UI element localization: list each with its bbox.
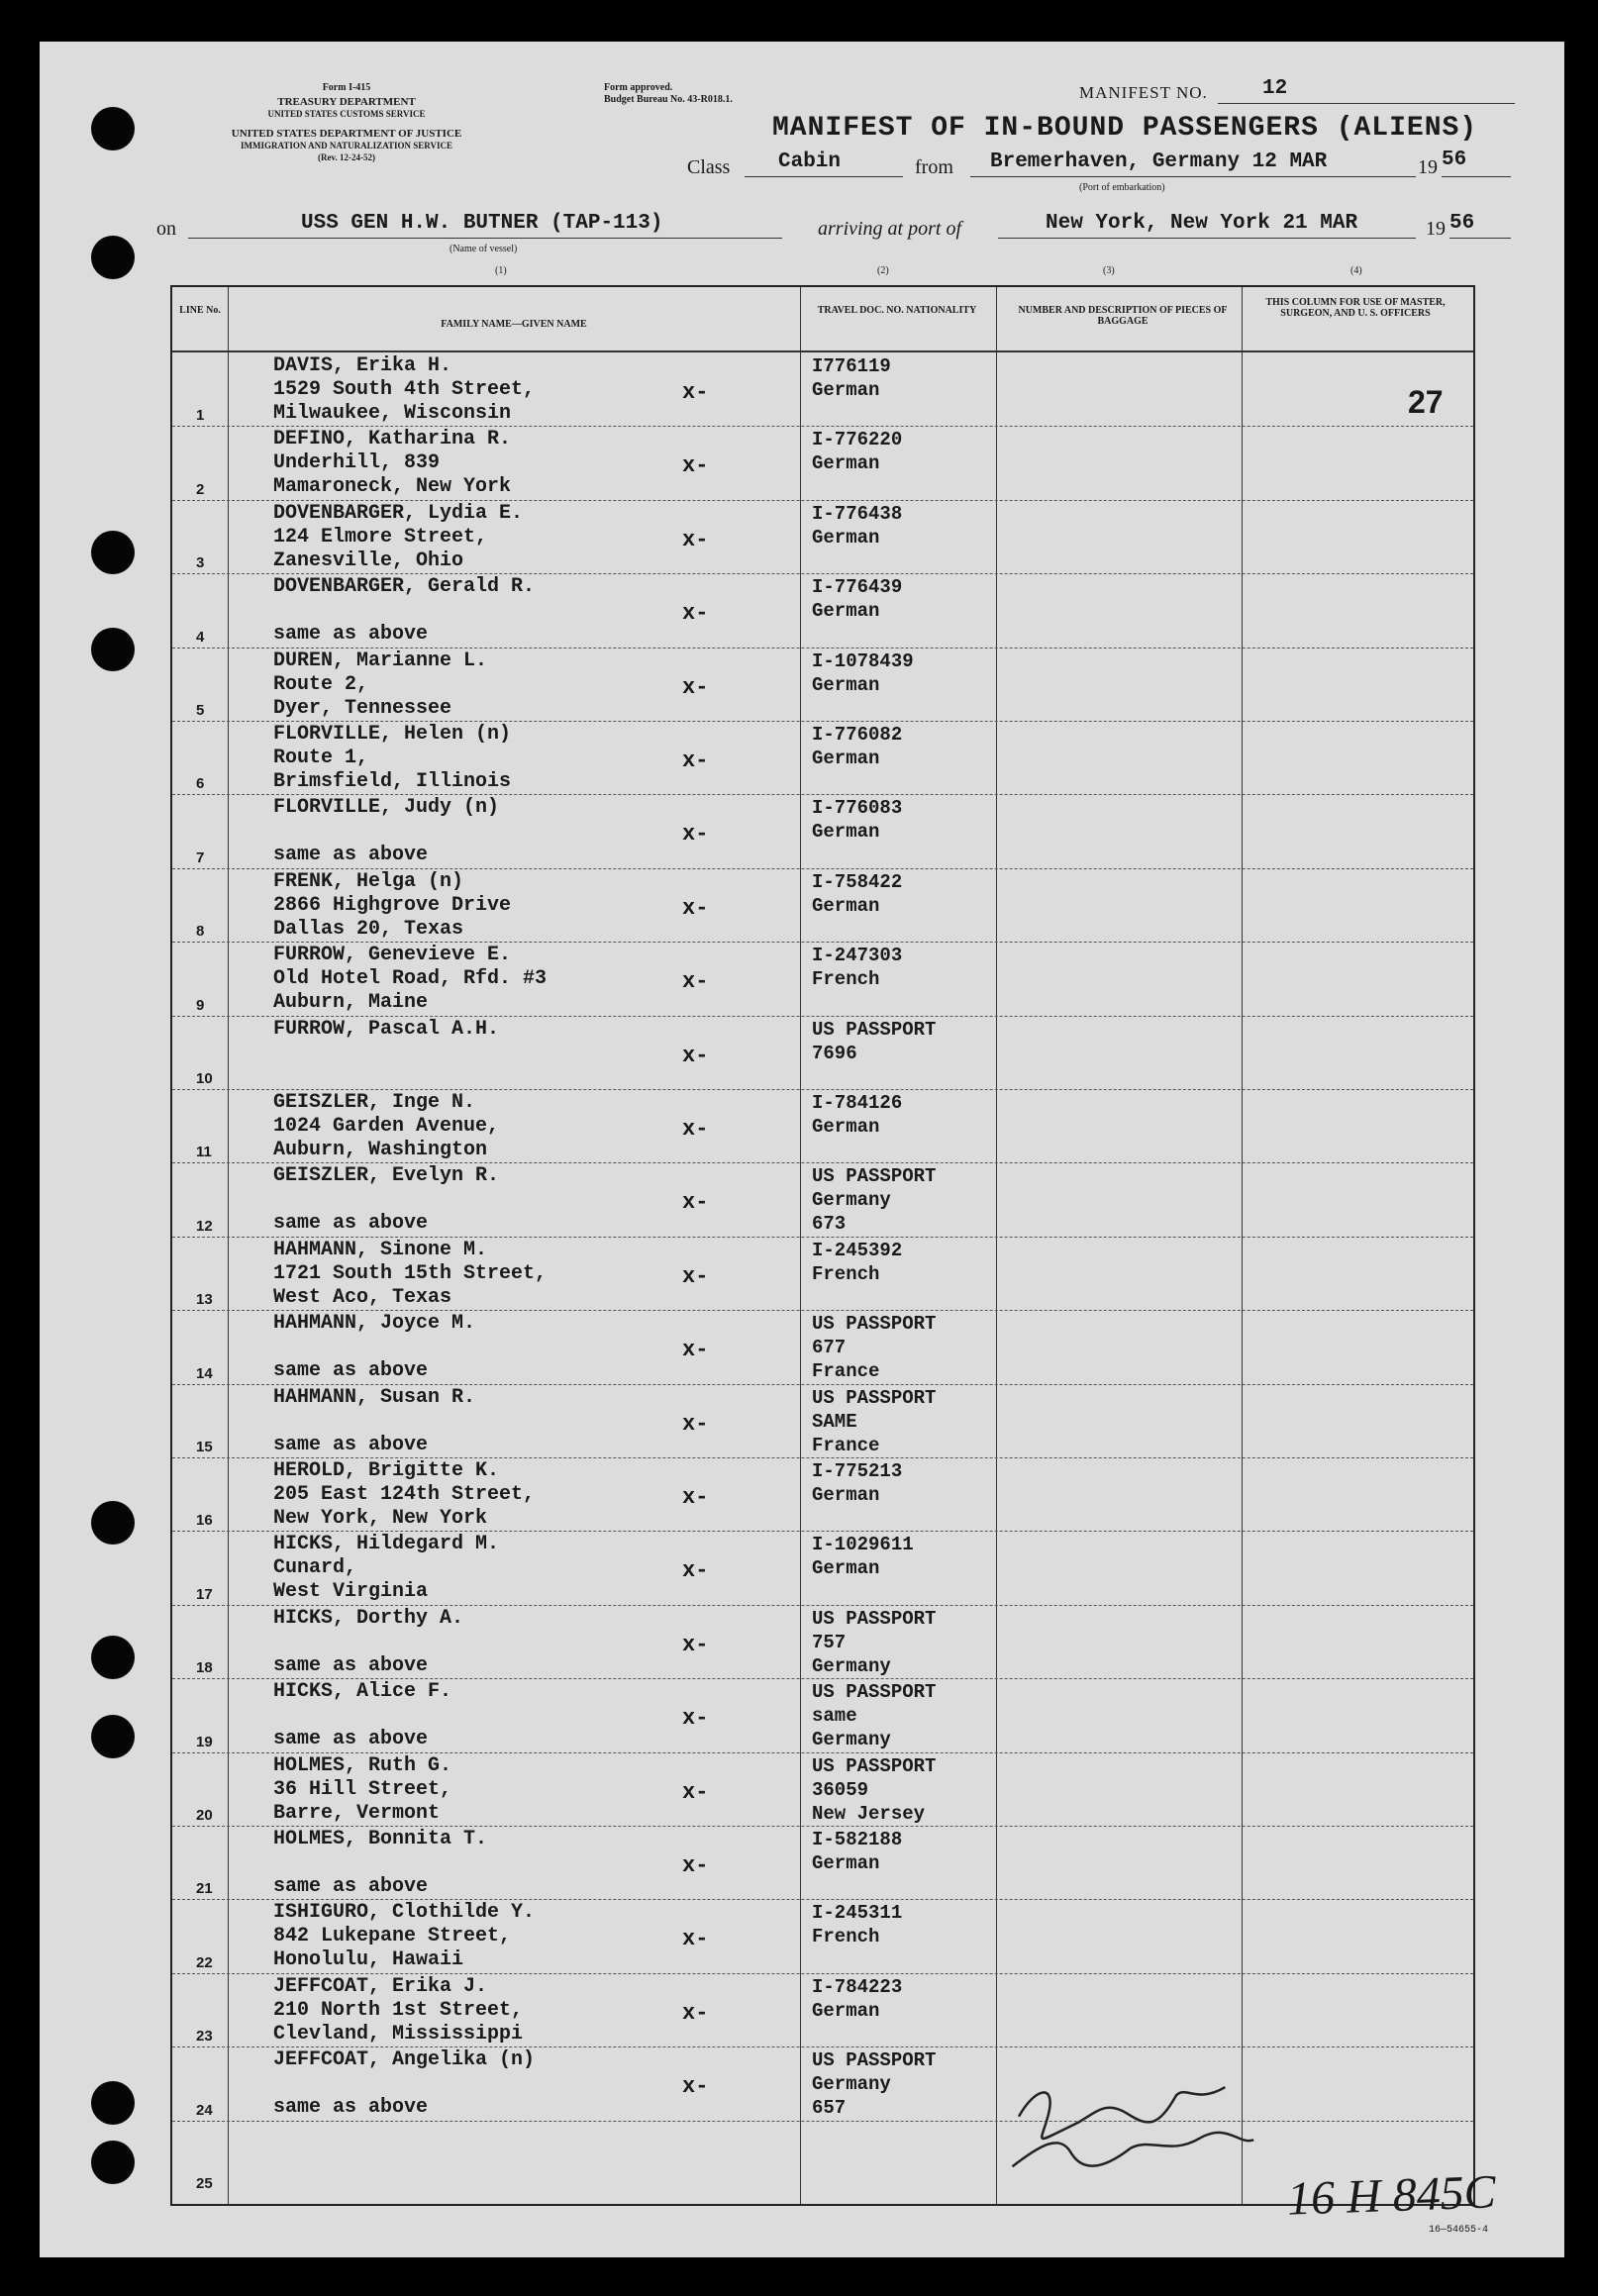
passenger-address: 36 Hill Street, bbox=[273, 1777, 452, 1801]
punch-hole bbox=[91, 1636, 135, 1679]
table-row bbox=[172, 1531, 1473, 1605]
travel-doc-detail: 757 bbox=[812, 1631, 847, 1653]
arriving-label: arriving at port of bbox=[818, 218, 962, 240]
travel-doc-detail: German bbox=[812, 894, 880, 917]
passenger-address: Barre, Vermont bbox=[273, 1801, 441, 1825]
travel-doc-detail: Germany bbox=[812, 1729, 891, 1751]
on-label: on bbox=[156, 218, 176, 240]
passenger-name: FURROW, Genevieve E. bbox=[273, 944, 512, 967]
justice-dept: UNITED STATES DEPARTMENT OF JUSTICE bbox=[231, 128, 462, 140]
line-number: 14 bbox=[196, 1364, 213, 1382]
form-revision: (Rev. 12-24-52) bbox=[318, 152, 375, 162]
check-mark: x- bbox=[682, 1411, 709, 1437]
passenger-name: FURROW, Pascal A.H. bbox=[273, 1017, 500, 1041]
punch-hole bbox=[91, 1715, 135, 1758]
passenger-name: FLORVILLE, Judy (n) bbox=[273, 796, 500, 820]
line-number: 25 bbox=[196, 2174, 213, 2192]
from-label: from bbox=[915, 156, 953, 178]
travel-doc-number: I-776082 bbox=[812, 724, 903, 746]
form-approved: Form approved. bbox=[604, 82, 673, 93]
line-number: 5 bbox=[196, 701, 205, 719]
col-header-line: LINE No. bbox=[179, 305, 221, 316]
customs-service: UNITED STATES CUSTOMS SERVICE bbox=[267, 109, 426, 119]
check-mark: x- bbox=[682, 1706, 709, 1732]
travel-doc-number: US PASSPORT bbox=[812, 1018, 937, 1041]
travel-doc-detail: 36059 bbox=[812, 1778, 869, 1801]
line-number: 16 bbox=[196, 1512, 213, 1530]
check-mark: x- bbox=[682, 1927, 709, 1952]
travel-doc-number: I-245311 bbox=[812, 1902, 903, 1925]
travel-doc-detail: France bbox=[812, 1360, 880, 1383]
line-number: 20 bbox=[196, 1806, 213, 1824]
passenger-address: same as above bbox=[273, 1359, 429, 1383]
passenger-name: GEISZLER, Inge N. bbox=[273, 1091, 476, 1114]
check-mark: x- bbox=[682, 2074, 709, 2100]
passenger-address: same as above bbox=[273, 1875, 429, 1898]
travel-doc-number: US PASSPORT bbox=[812, 1681, 937, 1704]
check-mark: x- bbox=[682, 969, 709, 995]
passenger-name: DEFINO, Katharina R. bbox=[273, 428, 512, 451]
passenger-name: JEFFCOAT, Angelika (n) bbox=[273, 2048, 536, 2072]
line-number: 10 bbox=[196, 1069, 213, 1087]
passenger-address: 124 Elmore Street, bbox=[273, 525, 488, 549]
line-number: 23 bbox=[196, 2028, 213, 2046]
punch-hole bbox=[91, 2141, 135, 2184]
passenger-name: HAHMANN, Susan R. bbox=[273, 1385, 476, 1409]
col-num-3: (3) bbox=[1103, 265, 1115, 276]
from-year-underline bbox=[1442, 176, 1511, 177]
table-row bbox=[172, 500, 1473, 574]
budget-bureau: Budget Bureau No. 43-R018.1. bbox=[604, 94, 733, 105]
passenger-address: same as above bbox=[273, 623, 429, 647]
col-header-name: FAMILY NAME—GIVEN NAME bbox=[441, 319, 587, 330]
line-number: 4 bbox=[196, 628, 205, 646]
table-row bbox=[172, 1826, 1473, 1900]
passenger-address: New York, New York bbox=[273, 1507, 488, 1530]
passenger-address: 1529 South 4th Street, bbox=[273, 378, 536, 401]
travel-doc-detail: German bbox=[812, 821, 880, 844]
travel-doc-detail: 677 bbox=[812, 1337, 847, 1359]
vessel-caption: (Name of vessel) bbox=[449, 244, 518, 254]
travel-doc-number: I-775213 bbox=[812, 1460, 903, 1482]
travel-doc-detail: German bbox=[812, 1999, 880, 2022]
passenger-address: 1721 South 15th Street, bbox=[273, 1261, 548, 1285]
travel-doc-detail: Germany bbox=[812, 2073, 891, 2096]
line-number: 7 bbox=[196, 849, 205, 866]
line-number: 18 bbox=[196, 1659, 213, 1677]
form-print-code: 16—54655-4 bbox=[1429, 2225, 1489, 2236]
travel-doc-detail: 7696 bbox=[812, 1042, 857, 1064]
table-row bbox=[172, 1310, 1473, 1384]
travel-doc-detail: German bbox=[812, 379, 880, 401]
col-header-doc: TRAVEL DOC. NO. NATIONALITY bbox=[817, 305, 977, 316]
punch-hole bbox=[91, 1501, 135, 1545]
passenger-name: HICKS, Dorthy A. bbox=[273, 1606, 464, 1630]
passenger-name: HAHMANN, Sinone M. bbox=[273, 1238, 488, 1261]
check-mark: x- bbox=[682, 2000, 709, 2026]
table-row bbox=[172, 1899, 1473, 1973]
from-year-prefix: 19 bbox=[1418, 156, 1438, 178]
table-row bbox=[172, 1605, 1473, 1679]
line-number: 19 bbox=[196, 1733, 213, 1750]
travel-doc-number: I-1078439 bbox=[812, 649, 914, 672]
vessel-underline bbox=[188, 238, 782, 239]
passenger-address: same as above bbox=[273, 1653, 429, 1677]
vessel-name: USS GEN H.W. BUTNER (TAP-113) bbox=[301, 212, 663, 235]
passenger-name: DOVENBARGER, Lydia E. bbox=[273, 501, 524, 525]
line-number: 2 bbox=[196, 480, 205, 498]
passenger-name: DOVENBARGER, Gerald R. bbox=[273, 575, 536, 599]
passenger-count: 27 bbox=[1408, 384, 1444, 420]
travel-doc-detail: New Jersey bbox=[812, 1802, 926, 1825]
check-mark: x- bbox=[682, 1779, 709, 1805]
line-number: 8 bbox=[196, 923, 205, 941]
line-number: 1 bbox=[196, 407, 205, 425]
travel-doc-detail: same bbox=[812, 1705, 857, 1728]
table-row bbox=[172, 1089, 1473, 1163]
arrival-year-underline bbox=[1449, 238, 1511, 239]
from-underline bbox=[970, 176, 1416, 177]
travel-doc-number: US PASSPORT bbox=[812, 1754, 937, 1777]
from-year: 56 bbox=[1442, 149, 1467, 171]
check-mark: x- bbox=[682, 1853, 709, 1878]
table-row bbox=[172, 648, 1473, 722]
passenger-address: same as above bbox=[273, 1212, 429, 1236]
passenger-address: Zanesville, Ohio bbox=[273, 549, 464, 572]
check-mark: x- bbox=[682, 527, 709, 552]
class-label: Class bbox=[687, 156, 731, 178]
passenger-name: HOLMES, Bonnita T. bbox=[273, 1828, 488, 1850]
table-row bbox=[172, 868, 1473, 943]
arrival-year: 56 bbox=[1449, 212, 1475, 235]
form-number: Form I-415 bbox=[322, 82, 371, 93]
passenger-name: HAHMANN, Joyce M. bbox=[273, 1312, 476, 1336]
travel-doc-number: I-776220 bbox=[812, 429, 903, 451]
embarkation-caption: (Port of embarkation) bbox=[1079, 182, 1165, 193]
treasury-dept: TREASURY DEPARTMENT bbox=[277, 96, 416, 108]
arrival-underline bbox=[998, 238, 1416, 239]
travel-doc-number: I-245392 bbox=[812, 1239, 903, 1261]
travel-doc-number: I-582188 bbox=[812, 1829, 903, 1850]
travel-doc-number: US PASSPORT bbox=[812, 1313, 937, 1336]
line-number: 21 bbox=[196, 1880, 213, 1898]
line-number: 9 bbox=[196, 996, 205, 1014]
arrival-port: New York, New York 21 MAR bbox=[1046, 212, 1358, 235]
travel-doc-detail: French bbox=[812, 1262, 880, 1285]
line-number: 22 bbox=[196, 1953, 213, 1971]
travel-doc-detail: German bbox=[812, 673, 880, 696]
travel-doc-detail: German bbox=[812, 748, 880, 769]
travel-doc-number: US PASSPORT bbox=[812, 1386, 937, 1409]
passenger-name: JEFFCOAT, Erika J. bbox=[273, 1974, 488, 1998]
travel-doc-number: I-776439 bbox=[812, 576, 903, 599]
passenger-address: Brimsfield, Illinois bbox=[273, 770, 512, 793]
line-number: 12 bbox=[196, 1217, 213, 1235]
check-mark: x- bbox=[682, 380, 709, 405]
check-mark: x- bbox=[682, 601, 709, 627]
table-row bbox=[172, 573, 1473, 648]
col-num-4: (4) bbox=[1350, 265, 1362, 276]
passenger-address: Dyer, Tennessee bbox=[273, 696, 452, 720]
table-row bbox=[172, 1752, 1473, 1827]
check-mark: x- bbox=[682, 1485, 709, 1510]
col-num-2: (2) bbox=[877, 265, 889, 276]
table-row bbox=[172, 2121, 1473, 2194]
travel-doc-number: I-758422 bbox=[812, 870, 903, 893]
check-mark: x- bbox=[682, 453, 709, 479]
table-row bbox=[172, 1457, 1473, 1532]
passenger-name: HOLMES, Ruth G. bbox=[273, 1753, 452, 1777]
check-mark: x- bbox=[682, 1632, 709, 1657]
table-row bbox=[172, 794, 1473, 868]
passenger-name: FRENK, Helga (n) bbox=[273, 869, 464, 893]
ins-service: IMMIGRATION AND NATURALIZATION SERVICE bbox=[241, 141, 452, 150]
passenger-address: 2866 Highgrove Drive bbox=[273, 893, 512, 917]
travel-doc-number: US PASSPORT bbox=[812, 2049, 937, 2072]
signature-drawing bbox=[996, 2060, 1260, 2187]
travel-doc-number: US PASSPORT bbox=[812, 1607, 937, 1630]
manifest-underline bbox=[1218, 103, 1515, 104]
travel-doc-number: I-776083 bbox=[812, 797, 903, 820]
travel-doc-detail: German bbox=[812, 526, 880, 549]
passenger-name: FLORVILLE, Helen (n) bbox=[273, 723, 512, 746]
col-num-1: (1) bbox=[495, 265, 507, 276]
passenger-name: DAVIS, Erika H. bbox=[273, 354, 452, 377]
table-row bbox=[172, 1678, 1473, 1752]
travel-doc-detail: France bbox=[812, 1434, 880, 1456]
passenger-name: HEROLD, Brigitte K. bbox=[273, 1459, 500, 1482]
passenger-address: Underhill, 839 bbox=[273, 451, 441, 475]
manifest-number: 12 bbox=[1262, 77, 1288, 100]
officer-signature bbox=[996, 2060, 1261, 2195]
passenger-address: Mamaroneck, New York bbox=[273, 475, 512, 499]
travel-doc-detail: German bbox=[812, 1484, 880, 1506]
check-mark: x- bbox=[682, 1558, 709, 1584]
passenger-address: 205 East 124th Street, bbox=[273, 1483, 536, 1506]
passenger-address: same as above bbox=[273, 2096, 429, 2120]
passenger-table bbox=[170, 285, 1475, 2206]
col-header-officers: THIS COLUMN FOR USE OF MASTER, SURGEON, AND U. S. OFFICERS bbox=[1265, 297, 1446, 319]
col-header-baggage: NUMBER AND DESCRIPTION OF PIECES OF BAGGAGE bbox=[1018, 305, 1228, 327]
table-row bbox=[172, 1237, 1473, 1311]
punch-hole bbox=[91, 2081, 135, 2125]
table-row bbox=[172, 426, 1473, 500]
travel-doc-detail: 673 bbox=[812, 1213, 847, 1236]
passenger-address: Milwaukee, Wisconsin bbox=[273, 402, 512, 425]
check-mark: x- bbox=[682, 1190, 709, 1216]
travel-doc-number: I-776438 bbox=[812, 502, 903, 525]
from-value: Bremerhaven, Germany 12 MAR bbox=[990, 150, 1328, 173]
check-mark: x- bbox=[682, 674, 709, 700]
passenger-address: Auburn, Washington bbox=[273, 1139, 488, 1161]
table-row bbox=[172, 942, 1473, 1016]
passenger-address: Auburn, Maine bbox=[273, 991, 429, 1015]
travel-doc-detail: German bbox=[812, 452, 880, 475]
passenger-address: Cunard, bbox=[273, 1556, 357, 1580]
check-mark: x- bbox=[682, 1043, 709, 1068]
punch-hole bbox=[91, 236, 135, 279]
handwritten-file-number: 16 H 845C bbox=[1286, 2165, 1497, 2226]
page-title: MANIFEST OF IN-BOUND PASSENGERS (ALIENS) bbox=[772, 113, 1478, 144]
travel-doc-number: US PASSPORT bbox=[812, 1165, 937, 1188]
passenger-address: West Aco, Texas bbox=[273, 1285, 452, 1309]
passenger-address: Route 1, bbox=[273, 747, 369, 769]
check-mark: x- bbox=[682, 1338, 709, 1363]
passenger-address: Clevland, Mississippi bbox=[273, 2022, 524, 2046]
line-number: 24 bbox=[196, 2101, 213, 2119]
class-underline bbox=[745, 176, 903, 177]
table-row bbox=[172, 1162, 1473, 1237]
passenger-address: 1024 Garden Avenue, bbox=[273, 1115, 500, 1138]
line-number: 6 bbox=[196, 775, 205, 793]
line-number: 15 bbox=[196, 1438, 213, 1455]
passenger-address: West Virginia bbox=[273, 1580, 429, 1604]
class-value: Cabin bbox=[778, 150, 842, 173]
passenger-name: HICKS, Hildegard M. bbox=[273, 1533, 500, 1556]
travel-doc-number: I776119 bbox=[812, 355, 891, 377]
table-row bbox=[172, 1384, 1473, 1458]
passenger-name: GEISZLER, Evelyn R. bbox=[273, 1164, 500, 1188]
passenger-name: ISHIGURO, Clothilde Y. bbox=[273, 1901, 536, 1925]
line-number: 17 bbox=[196, 1585, 213, 1603]
check-mark: x- bbox=[682, 1263, 709, 1289]
passenger-address: Old Hotel Road, Rfd. #3 bbox=[273, 967, 548, 991]
line-number: 11 bbox=[196, 1144, 212, 1161]
punch-hole bbox=[91, 107, 135, 150]
table-row bbox=[172, 1016, 1473, 1090]
line-number: 3 bbox=[196, 554, 205, 572]
punch-hole bbox=[91, 531, 135, 574]
travel-doc-detail: German bbox=[812, 1116, 880, 1138]
travel-doc-number: I-247303 bbox=[812, 945, 903, 967]
travel-doc-detail: Germany bbox=[812, 1654, 891, 1677]
travel-doc-detail: French bbox=[812, 968, 880, 991]
passenger-address: 210 North 1st Street, bbox=[273, 1998, 524, 2022]
travel-doc-detail: Germany bbox=[812, 1189, 891, 1212]
passenger-address: same as above bbox=[273, 1728, 429, 1751]
check-mark: x- bbox=[682, 895, 709, 921]
travel-doc-detail: French bbox=[812, 1926, 880, 1948]
table-row bbox=[172, 352, 1473, 427]
travel-doc-detail: 657 bbox=[812, 2097, 847, 2120]
travel-doc-number: I-784126 bbox=[812, 1092, 903, 1114]
table-row bbox=[172, 721, 1473, 795]
passenger-address: same as above bbox=[273, 844, 429, 867]
passenger-address: Route 2, bbox=[273, 672, 369, 696]
travel-doc-detail: German bbox=[812, 1852, 880, 1874]
travel-doc-detail: German bbox=[812, 600, 880, 623]
line-number: 13 bbox=[196, 1291, 213, 1309]
check-mark: x- bbox=[682, 1117, 709, 1142]
passenger-address: same as above bbox=[273, 1433, 429, 1456]
check-mark: x- bbox=[682, 822, 709, 848]
travel-doc-number: I-784223 bbox=[812, 1975, 903, 1998]
punch-hole bbox=[91, 628, 135, 671]
passenger-name: DUREN, Marianne L. bbox=[273, 649, 488, 672]
travel-doc-detail: SAME bbox=[812, 1410, 857, 1433]
table-row bbox=[172, 2046, 1473, 2121]
passenger-name: HICKS, Alice F. bbox=[273, 1680, 452, 1704]
travel-doc-number: I-1029611 bbox=[812, 1534, 914, 1556]
passenger-address: Honolulu, Hawaii bbox=[273, 1948, 464, 1972]
arrival-year-prefix: 19 bbox=[1426, 218, 1446, 240]
manifest-label: MANIFEST NO. bbox=[1079, 83, 1208, 102]
passenger-address: 842 Lukepane Street, bbox=[273, 1925, 512, 1948]
travel-doc-detail: German bbox=[812, 1557, 880, 1580]
passenger-address: Dallas 20, Texas bbox=[273, 917, 464, 941]
table-row bbox=[172, 1973, 1473, 2047]
check-mark: x- bbox=[682, 749, 709, 773]
